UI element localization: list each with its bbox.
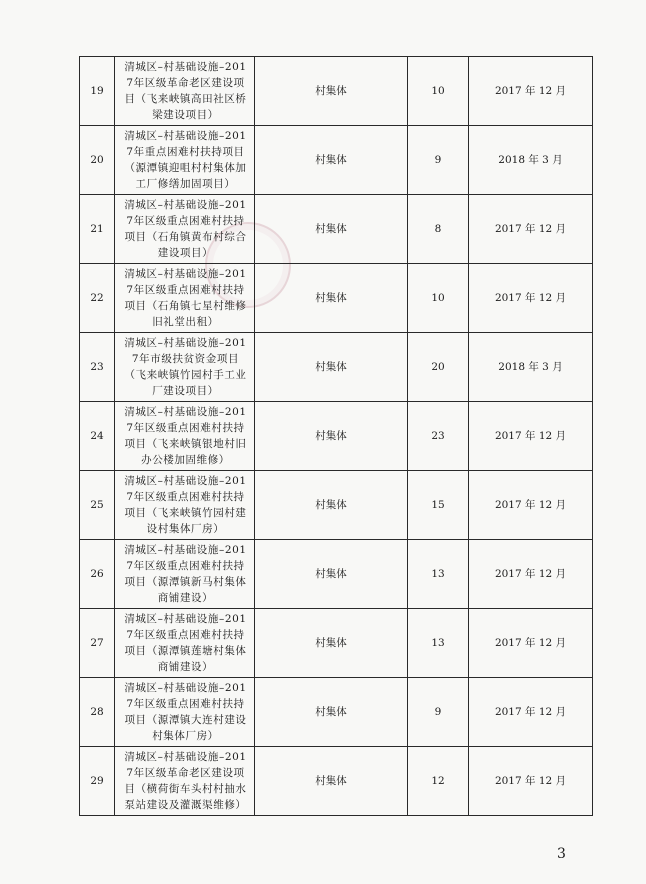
date-cell: 2017 年 12 月 — [469, 540, 593, 609]
unit-cell: 村集体 — [255, 678, 408, 747]
table-row — [80, 747, 593, 816]
row-number-cell: 29 — [80, 747, 115, 816]
date-cell: 2018 年 3 月 — [469, 126, 593, 195]
project-name-cell — [115, 747, 255, 816]
unit-cell: 村集体 — [255, 333, 408, 402]
project-name-text: 清城区–村基础设施–2017年区级重点困难村扶持项目（飞来峡镇竹园村建设村集体厂房） — [124, 475, 247, 535]
project-table — [79, 56, 593, 816]
project-name-text: 清城区–村基础设施–2017年区级重点困难村扶持项目（石角镇黄布村综合建设项目） — [124, 199, 247, 259]
table-row — [80, 678, 593, 747]
project-name-cell — [115, 195, 255, 264]
date-cell: 2017 年 12 月 — [469, 402, 593, 471]
unit-cell: 村集体 — [255, 126, 408, 195]
unit-cell: 村集体 — [255, 747, 408, 816]
table-row — [80, 333, 593, 402]
date-cell: 2017 年 12 月 — [469, 57, 593, 126]
table-row — [80, 195, 593, 264]
amount-cell: 10 — [408, 57, 469, 126]
amount-cell: 12 — [408, 747, 469, 816]
project-name-cell — [115, 57, 255, 126]
table-row — [80, 402, 593, 471]
project-name-cell — [115, 540, 255, 609]
amount-cell: 10 — [408, 264, 469, 333]
row-number-cell: 23 — [80, 333, 115, 402]
project-name-text: 清城区–村基础设施–2017年重点困难村扶持项目（源潭镇迎咀村村集体加工厂修缮加固项目） — [124, 130, 247, 190]
project-name-cell — [115, 333, 255, 402]
project-name-text: 清城区–村基础设施–2017年区级重点困难村扶持项目（源潭镇新马村集体商铺建设） — [124, 544, 247, 604]
project-name-text: 清城区–村基础设施–2017年区级重点困难村扶持项目（石角镇七星村维修旧礼堂出租） — [124, 268, 247, 328]
amount-cell: 8 — [408, 195, 469, 264]
project-name-cell — [115, 471, 255, 540]
date-cell: 2017 年 12 月 — [469, 609, 593, 678]
project-name-text: 清城区–村基础设施–2017年区级革命老区建设项目（横荷街车头村村抽水泵站建设及灌溉渠维修） — [124, 751, 247, 811]
project-name-text: 清城区–村基础设施–2017年区级重点困难村扶持项目（源潭镇莲塘村集体商铺建设） — [124, 613, 247, 673]
unit-cell: 村集体 — [255, 195, 408, 264]
row-number-cell: 28 — [80, 678, 115, 747]
project-name-cell — [115, 264, 255, 333]
row-number-cell: 26 — [80, 540, 115, 609]
table-row — [80, 126, 593, 195]
row-number-cell: 22 — [80, 264, 115, 333]
amount-cell: 20 — [408, 333, 469, 402]
row-number-cell: 20 — [80, 126, 115, 195]
project-name-text: 清城区–村基础设施–2017年市级扶贫资金项目（飞来峡镇竹园村手工业厂建设项目） — [124, 337, 247, 397]
date-cell: 2018 年 3 月 — [469, 333, 593, 402]
table-row — [80, 609, 593, 678]
project-name-cell — [115, 126, 255, 195]
amount-cell: 13 — [408, 540, 469, 609]
unit-cell: 村集体 — [255, 264, 408, 333]
row-number-cell: 27 — [80, 609, 115, 678]
project-name-text: 清城区–村基础设施–2017年区级重点困难村扶持项目（飞来峡镇银地村旧办公楼加固维修） — [124, 406, 247, 466]
amount-cell: 9 — [408, 678, 469, 747]
row-number-cell: 25 — [80, 471, 115, 540]
unit-cell: 村集体 — [255, 540, 408, 609]
row-number-cell: 21 — [80, 195, 115, 264]
table-row — [80, 540, 593, 609]
page-number: 3 — [557, 846, 566, 862]
date-cell: 2017 年 12 月 — [469, 678, 593, 747]
project-name-cell — [115, 609, 255, 678]
project-name-text: 清城区–村基础设施–2017年区级重点困难村扶持项目（源潭镇大连村建设村集体厂房） — [124, 682, 247, 742]
unit-cell: 村集体 — [255, 402, 408, 471]
table-row — [80, 57, 593, 126]
date-cell: 2017 年 12 月 — [469, 264, 593, 333]
table-row — [80, 264, 593, 333]
unit-cell: 村集体 — [255, 57, 408, 126]
project-name-cell — [115, 678, 255, 747]
amount-cell: 15 — [408, 471, 469, 540]
project-name-text: 清城区–村基础设施–2017年区级革命老区建设项目（飞来峡镇高田社区桥梁建设项目） — [124, 61, 247, 121]
date-cell: 2017 年 12 月 — [469, 747, 593, 816]
date-cell: 2017 年 12 月 — [469, 195, 593, 264]
table-row — [80, 471, 593, 540]
unit-cell: 村集体 — [255, 471, 408, 540]
amount-cell: 23 — [408, 402, 469, 471]
row-number-cell: 24 — [80, 402, 115, 471]
date-cell: 2017 年 12 月 — [469, 471, 593, 540]
row-number-cell: 19 — [80, 57, 115, 126]
project-name-cell — [115, 402, 255, 471]
amount-cell: 13 — [408, 609, 469, 678]
unit-cell: 村集体 — [255, 609, 408, 678]
amount-cell: 9 — [408, 126, 469, 195]
